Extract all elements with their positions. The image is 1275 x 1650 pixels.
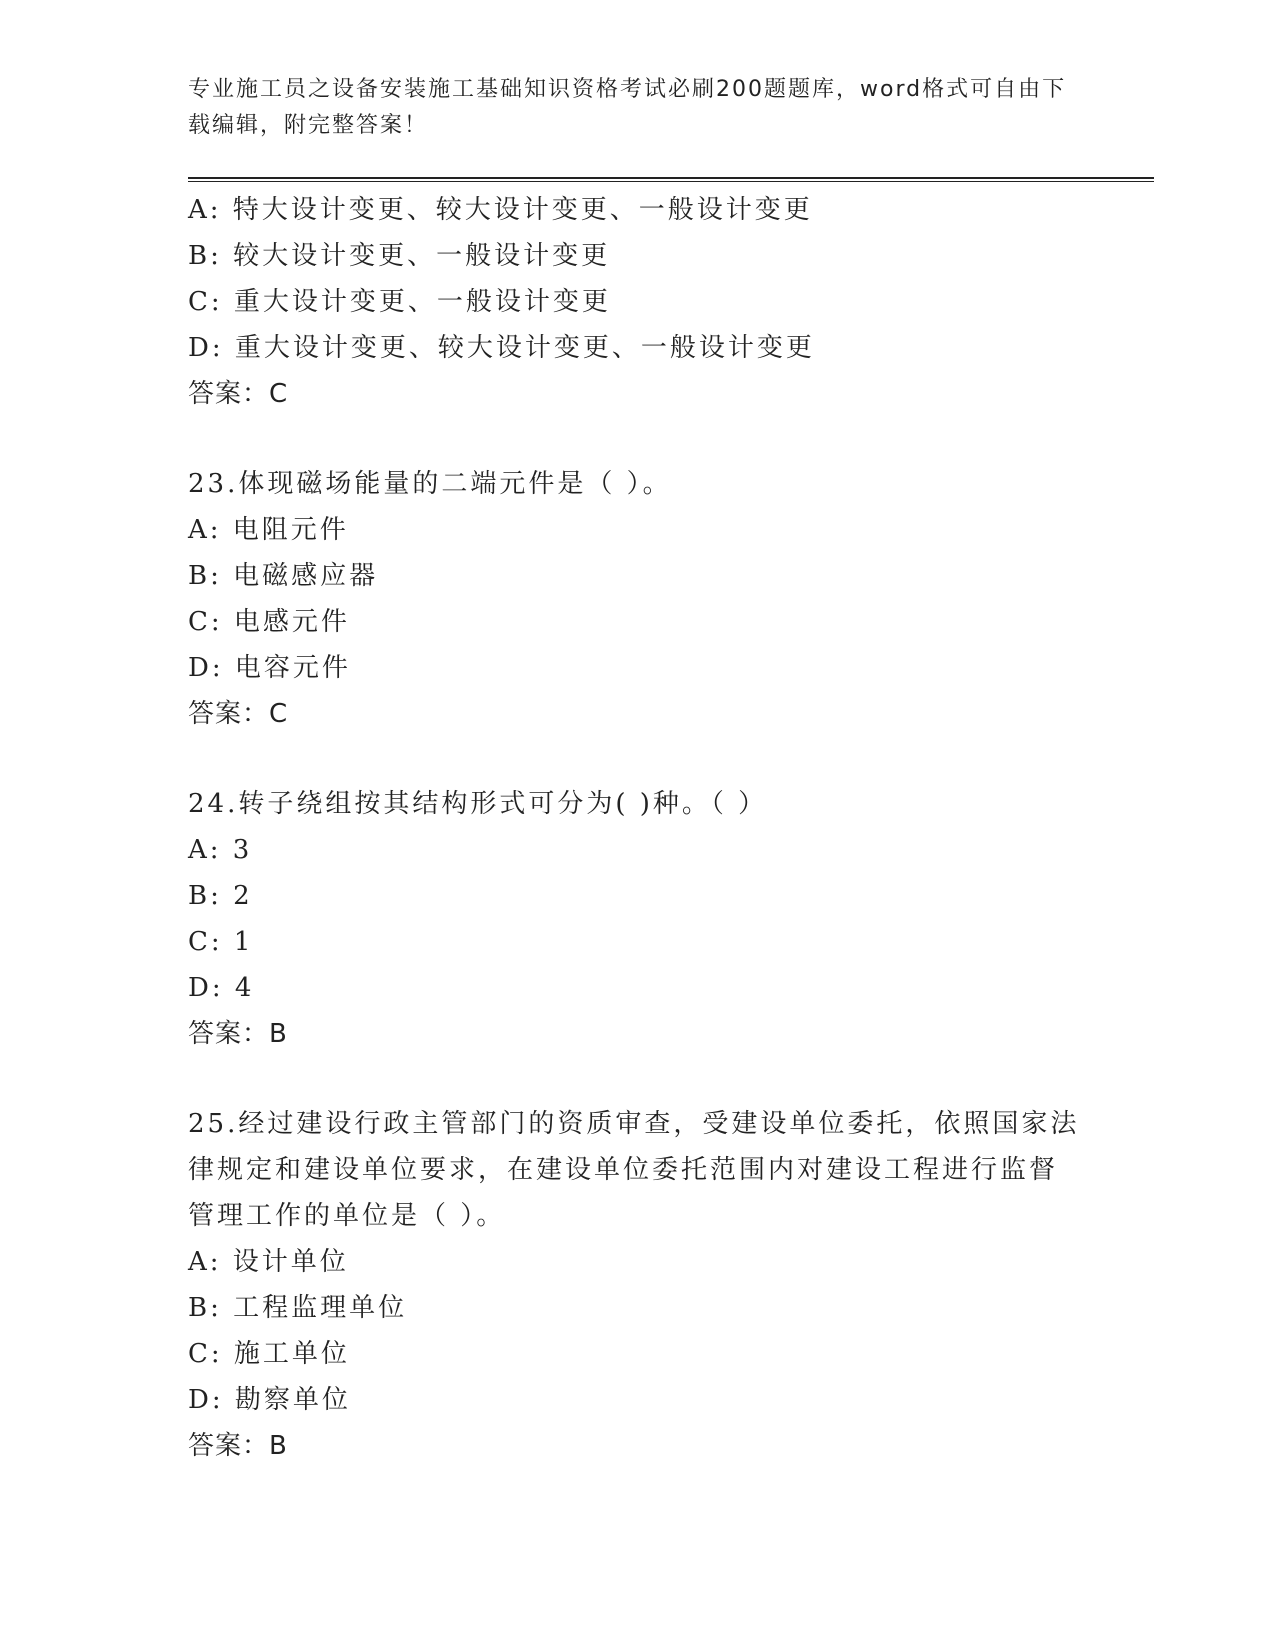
option-b: B: 电磁感应器 <box>188 561 379 591</box>
option-c: C: 1 <box>188 927 254 957</box>
option-c: C: 重大设计变更、一般设计变更 <box>188 287 611 317</box>
question-stem-line-1: 25.经过建设行政主管部门的资质审查，受建设单位委托，依照国家法 <box>188 1109 1080 1139</box>
option-d: D: 电容元件 <box>188 653 351 683</box>
answer-line: 答案：C <box>188 699 289 729</box>
question-25 <box>188 1101 1088 1469</box>
option-a: A: 特大设计变更、较大设计变更、一般设计变更 <box>188 195 813 225</box>
option-c: C: 电感元件 <box>188 607 350 637</box>
spacer <box>188 417 1088 461</box>
option-d: D: 4 <box>188 973 255 1003</box>
answer-line: 答案：B <box>188 1019 288 1049</box>
option-c: C: 施工单位 <box>188 1339 350 1369</box>
question-24 <box>188 781 1088 1057</box>
spacer <box>188 737 1088 781</box>
answer-line: 答案：C <box>188 379 289 409</box>
spacer <box>188 1057 1088 1101</box>
option-a: A: 3 <box>188 835 253 865</box>
answer-line: 答案：B <box>188 1431 288 1461</box>
question-stem-line-3: 管理工作的单位是（ ）。 <box>188 1201 506 1231</box>
header-divider <box>188 177 1154 182</box>
question-stem-line-2: 律规定和建设单位要求，在建设单位委托范围内对建设工程进行监督 <box>188 1155 1059 1185</box>
option-b: B: 2 <box>188 881 253 911</box>
option-d: D: 勘察单位 <box>188 1385 351 1415</box>
question-22 <box>188 187 1088 417</box>
question-list <box>188 187 1088 1469</box>
question-stem: 24.转子绕组按其结构形式可分为( )种。（ ） <box>188 789 768 819</box>
page-header-title: 专业施工员之设备安装施工基础知识资格考试必刷200题题库，word格式可自由下载编辑，附完整答案！ <box>188 77 1067 138</box>
option-d: D: 重大设计变更、较大设计变更、一般设计变更 <box>188 333 815 363</box>
option-a: A: 设计单位 <box>188 1247 349 1277</box>
option-b: B: 较大设计变更、一般设计变更 <box>188 241 611 271</box>
question-stem: 23.体现磁场能量的二端元件是（ ）。 <box>188 469 672 499</box>
option-a: A: 电阻元件 <box>188 515 349 545</box>
option-b: B: 工程监理单位 <box>188 1293 408 1323</box>
question-23 <box>188 461 1088 737</box>
